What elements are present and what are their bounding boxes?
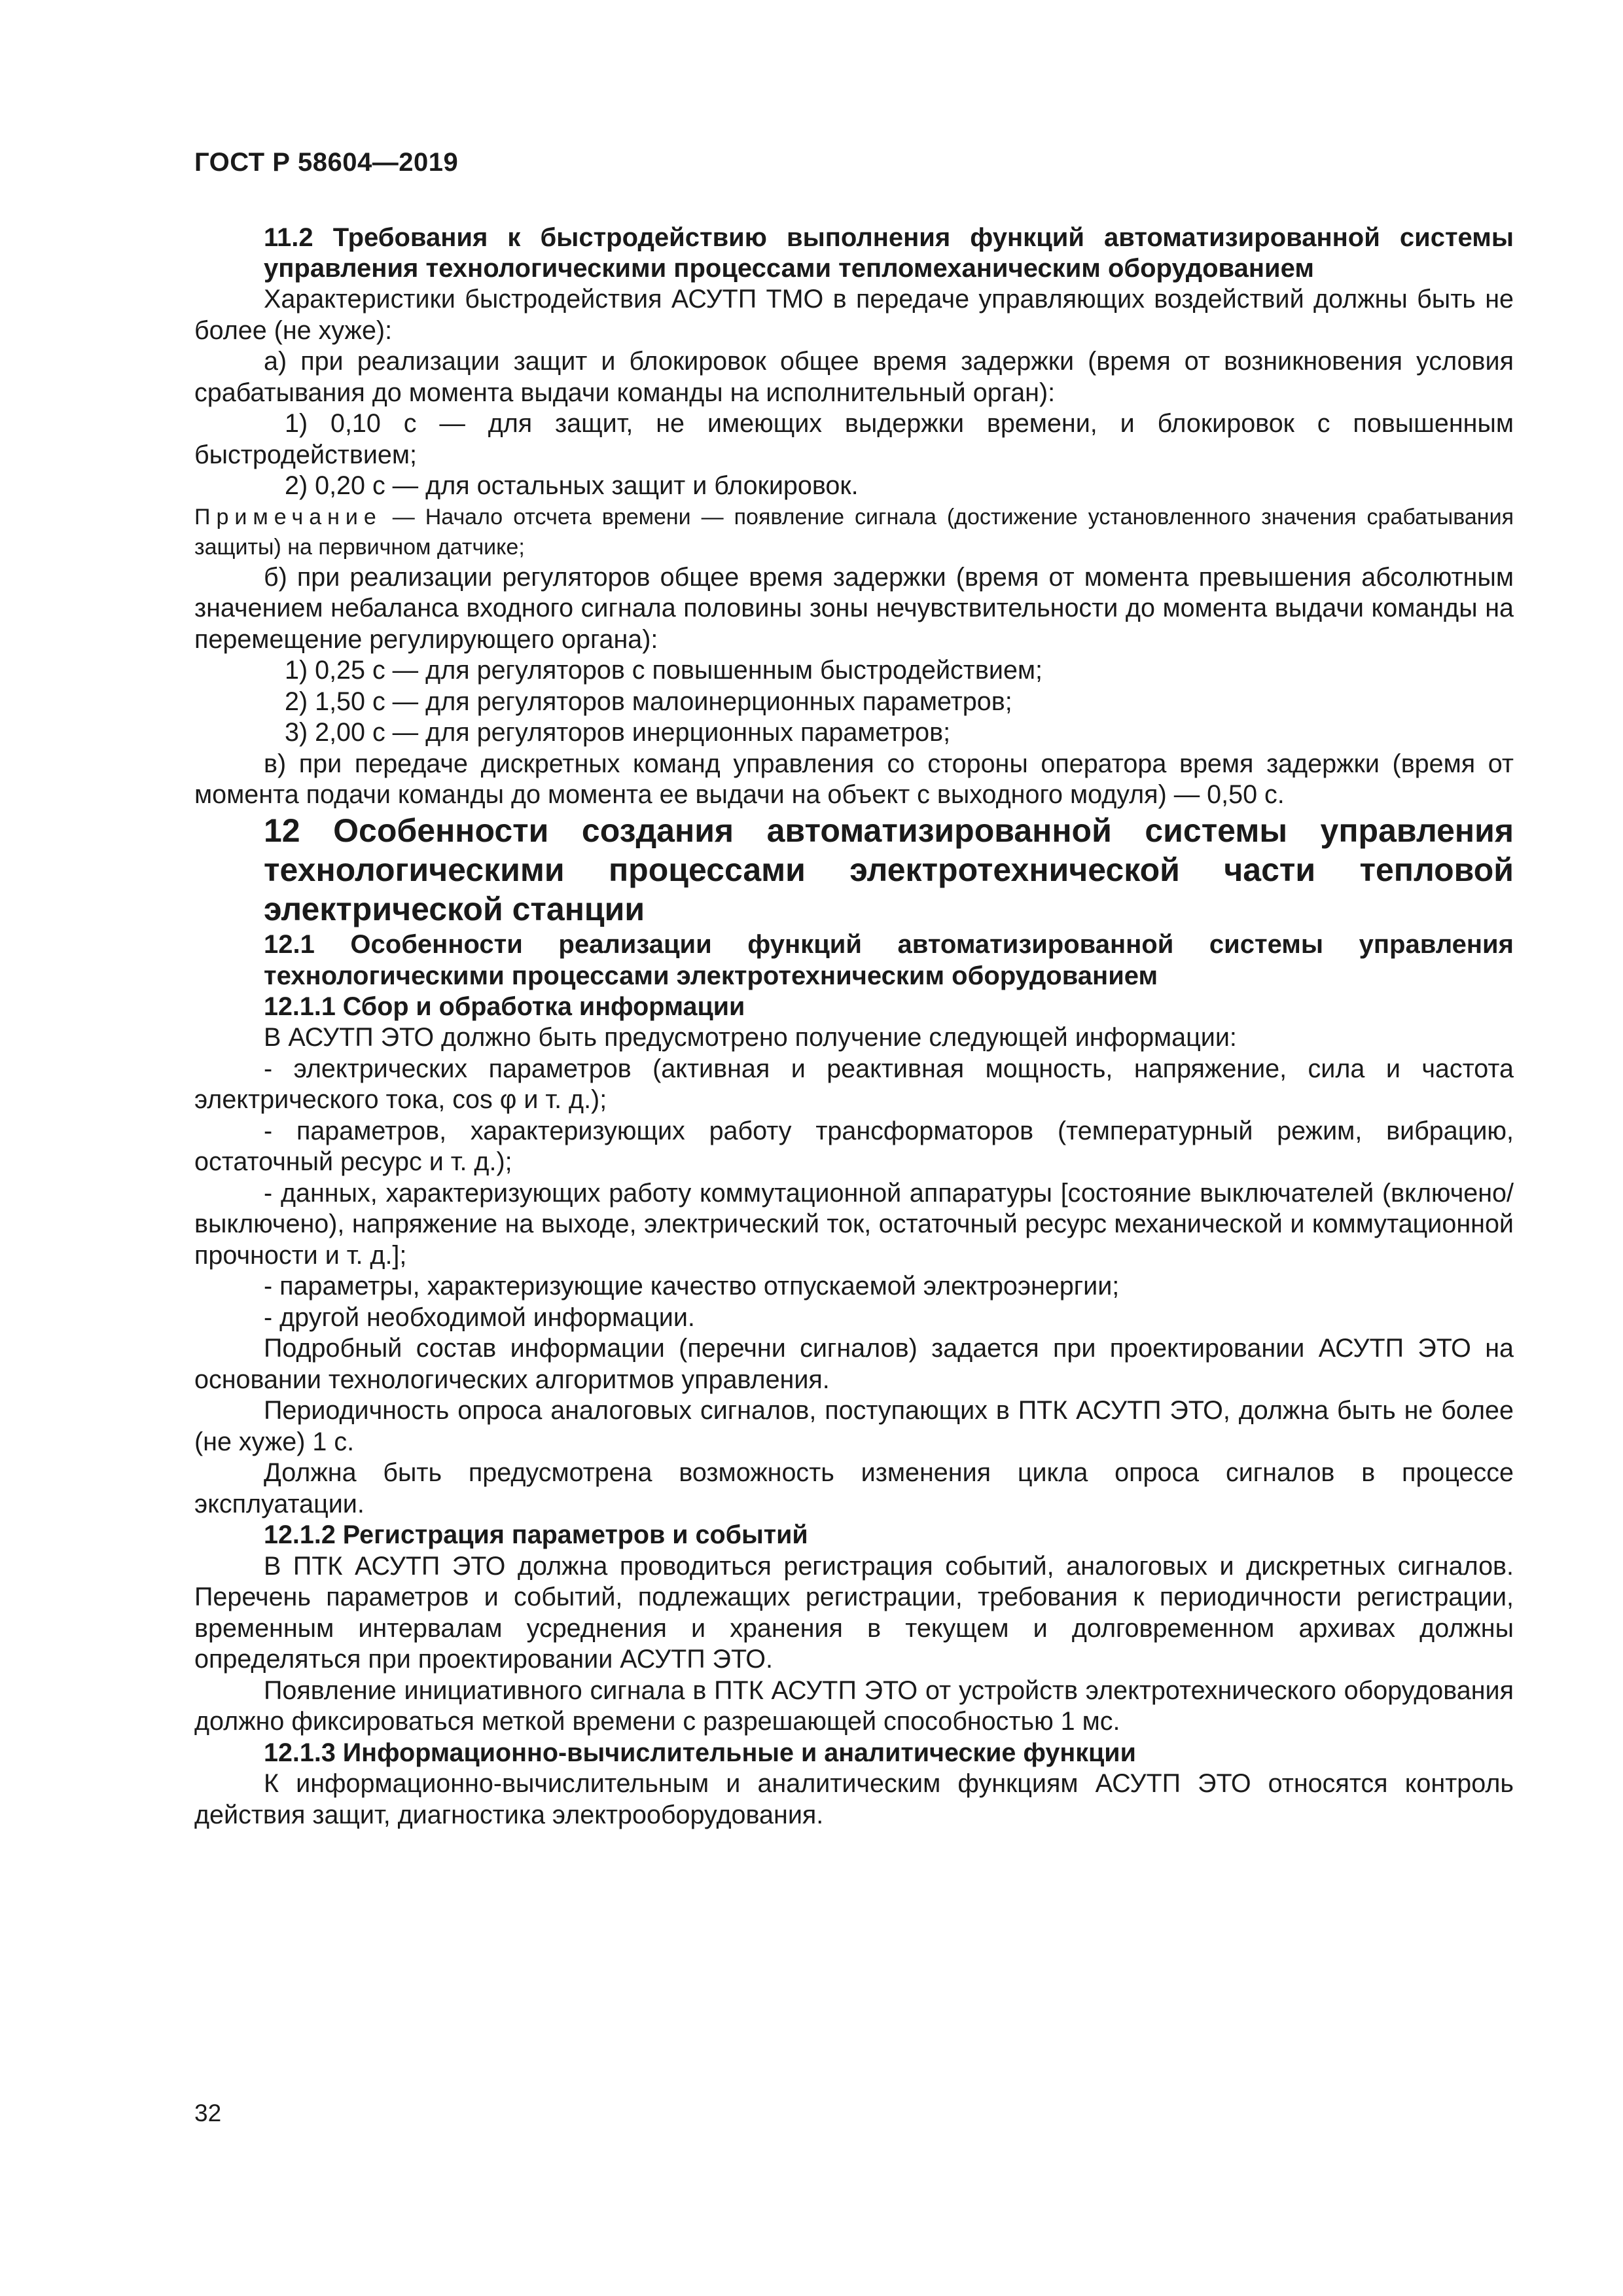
paragraph: В АСУТП ЭТО должно быть предусмотрено получение следующей информации:	[264, 1023, 1237, 1052]
list-item: - электрических параметров (активная и реактивная мощность, напряжение, сила и частота электрического тока, cos φ и т. д.);	[194, 1054, 1514, 1114]
section-heading-11-2: 11.2 Требования к быстродействию выполнения функций автоматизированной системы управления технологическими процессами тепломеханическим оборудованием	[264, 223, 1514, 283]
paragraph: Характеристики быстродействия АСУТП ТМО в передаче управляющих воздействий должны быть не более (не хуже):	[194, 285, 1514, 345]
subsection-heading-12-1-1: 12.1.1 Сбор и обработка информации	[264, 992, 745, 1021]
paragraph: К информационно-вычислительным и аналитическим функциям АСУТП ЭТО относятся контроль действия защит, диагностика электрооборудования.	[194, 1769, 1514, 1829]
subsection-heading-12-1-3: 12.1.3 Информационно-вычислительные и аналитические функции	[264, 1738, 1136, 1767]
list-item: - параметров, характеризующих работу трансформаторов (температурный режим, вибрацию, остаточный ресурс и т. д.);	[194, 1116, 1514, 1176]
list-item: 3) 2,00 с — для регуляторов инерционных параметров;	[285, 718, 951, 747]
list-item: - данных, характеризующих работу коммутационной аппаратуры [состояние выключателей (включено/выключено), напряжение на выходе, электрический ток, остаточный ресурс механической и коммутационной прочности и т. д.];	[194, 1178, 1514, 1270]
paragraph: Подробный состав информации (перечни сигналов) задается при проектировании АСУТП ЭТО на основании технологических алгоритмов управления.	[194, 1334, 1514, 1394]
list-item: в) при передаче дискретных команд управления со стороны оператора время задержки (время от момента подачи команды до момента ее выдачи на объект с выходного модуля) — 0,50 с.	[194, 749, 1514, 809]
page-number: 32	[194, 2100, 222, 2126]
subsection-heading-12-1-2: 12.1.2 Регистрация параметров и событий	[264, 1520, 808, 1549]
list-item: 2) 1,50 с — для регуляторов малоинерционных параметров;	[285, 687, 1012, 716]
paragraph: В ПТК АСУТП ЭТО должна проводиться регистрация событий, аналоговых и дискретных сигналов. Перечень параметров и событий, подлежащих регистрации, требования к периодичности регистрации, временным интервалам усреднения и хранения в текущем и долговременном архивах должны определяться при проектировании АСУТП ЭТО.	[194, 1551, 1514, 1674]
list-item: 1) 0,25 с — для регуляторов с повышенным быстродействием;	[285, 656, 1043, 685]
list-item: б) при реализации регуляторов общее время задержки (время от момента превышения абсолютным значением небаланса входного сигнала половины зоны нечувствительности до момента выдачи команды на перемещение регулирующего органа):	[194, 562, 1514, 654]
list-item: - параметры, характеризующие качество отпускаемой электроэнергии;	[264, 1272, 1120, 1300]
page-content	[194, 223, 1514, 1831]
section-heading-12: 12 Особенности создания автоматизированной системы управления технологическими процессами электротехнической части тепловой электрической станции	[264, 812, 1514, 927]
list-item: 1) 0,10 с — для защит, не имеющих выдержки времени, и блокировок с повышенным быстродействием;	[194, 409, 1514, 469]
list-item: 2) 0,20 с — для остальных защит и блокировок.	[285, 471, 859, 500]
paragraph: Периодичность опроса аналоговых сигналов, поступающих в ПТК АСУТП ЭТО, должна быть не более (не хуже) 1 с.	[194, 1396, 1514, 1456]
section-heading-12-1: 12.1 Особенности реализации функций автоматизированной системы управления технологическими процессами электротехническим оборудованием	[264, 929, 1514, 990]
paragraph: Должна быть предусмотрена возможность изменения цикла опроса сигналов в процессе эксплуатации.	[194, 1458, 1514, 1518]
paragraph: Появление инициативного сигнала в ПТК АСУТП ЭТО от устройств электротехнического оборудования должно фиксироваться меткой времени с разрешающей способностью 1 мс.	[194, 1676, 1514, 1736]
note	[194, 502, 1514, 562]
document-header: ГОСТ Р 58604—2019	[194, 148, 459, 177]
list-item: - другой необходимой информации.	[264, 1302, 695, 1332]
list-item: а) при реализации защит и блокировок общее время задержки (время от возникновения условия срабатывания до момента выдачи команды на исполнительный орган):	[194, 347, 1514, 407]
note-text: — Начало отсчета времени — появление сигнала (достижение установленного значения срабатывания защиты) на первичном датчике;	[194, 504, 1514, 560]
note-label: Примечание	[194, 504, 382, 529]
